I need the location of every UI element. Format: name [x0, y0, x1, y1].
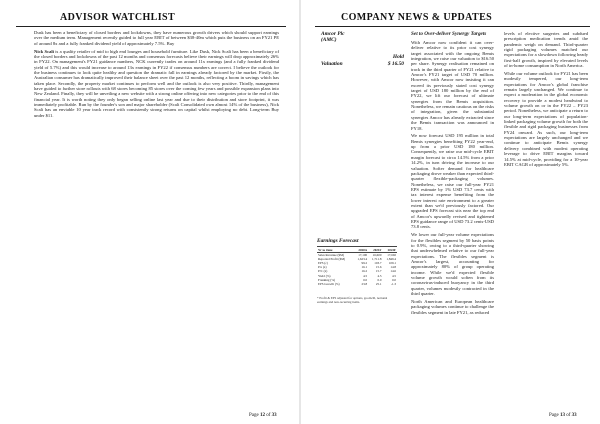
- watchlist-paragraph-nick-scali: [34, 49, 279, 118]
- nick-scali-text: is a quality retailer of mid to high end lounges and household furniture. Like Dusk, Nick Scali has been a beneficiary of the closed borders and lockdowns of the past 12 months and consensus forecasts believe their earnings will drop approximately 26% in FY22. On management's FY21 guidance numbers, NCK currently trades on around 11x earnings (and a fully franked dividend yield of 5.7%) and this would increase to around 13x earnings in FY22 if consensus numbers are correct. I believe the outlook for the business continues to look quite healthy and question the dramatic fall in earnings already factored by the market. Firstly, the Australian consumer has dramatically improved their balance sheet over the past 12 months, reflecting a boom in savings which has taken place. Secondly, the property market continues to perform well and the outlook is also very positive. Thirdly, management have guided to further store rollouts with 68 stores becoming 85 stores over the coming few years and possible expansion plans into New Zealand. Finally, they will be unveiling a new website with a strong online offering into new categories prior to the end of this financial year. It is worth noting they only began selling online last year and due to their distribution and store footprint, it was immediately profitable. Run by the founder's son and major shareholder (Scali Consolidated own almost 14% of the business), Nick Scali has an enviable 10 year track record with consistently strong returns on capital whilst employing no debt. Long-term Buy under $11.: [34, 48, 279, 118]
- watchlist-paragraph-dusk: Dusk has been a beneficiary of closed borders and lockdowns, they have numerous growth drivers which should support earnings over the medium term. Management recently guided to full year EBIT of between $38-40m which puts the business on an FY21 PE of around 8x and a fully franked dividend yield of approximately 7.5%. Buy: [34, 30, 279, 46]
- earnings-forecast-title: Earnings Forecast: [317, 238, 359, 244]
- table-cell: 0.0: [363, 277, 368, 282]
- table-cell: P/e (x): [318, 265, 327, 270]
- table-cell: 17,100: [358, 253, 368, 258]
- table-cell: 4.5: [392, 273, 396, 278]
- page-title: ADVISOR WATCHLIST: [60, 12, 176, 23]
- table-cell: EPS (c): [318, 261, 328, 266]
- table-cell: 1,711.8: [371, 257, 382, 262]
- article-paragraph: We now forecast USD 195 million in total Bemis synergies benefiting FY22 year-end, up from a prior USD 180 million. Consequently, we raise our mid-cycle EBIT margin forecast to circa 14.5% from a prior 14.2%, in turn driving the increase to our valuation. Softer demand for healthcare packaging drove weaker than expected third-quarter flexible-packaging volumes. Nonetheless, we raise our full-year FY21 EPS estimate by 1% USD 73.7 cents with tax interest expense benefiting from the lower interest rate environment to a greater extent than we'd previously factored. Our upgraded EPS forecast sits near the top end of Amcor's upwardly revised and tightened EPS guidance range of USD 73.2 cents-USD 73.8 cents.: [411, 133, 494, 230]
- table-cell: Sales Revenue ($M): [318, 253, 345, 258]
- table-cell: Franking (%): [318, 277, 336, 282]
- table-cell: 17,692: [387, 253, 396, 258]
- earnings-rule: [317, 246, 397, 247]
- left-page: [0, 0, 299, 424]
- table-body: [317, 253, 397, 286]
- column-header: 2022F: [382, 248, 397, 253]
- page-number: Page 13 of 33: [549, 413, 577, 418]
- article-paragraph: We lower our full-year volume expectations for the flexibles segment by 50 basis points to 0.9%, owing to a third-quarter showing that underwhelmed relative to our full-year expectations. The flexibles segment is Amcor's largest, accounting for approximately 80% of group operating income. While we'd expected flexible volume growth would soften from its coronavirus-induced buoyancy in the third quarter, volumes modestly contracted in the third quarter.: [411, 232, 494, 296]
- news-column-1: [411, 31, 494, 318]
- news-column-2: [504, 31, 588, 170]
- table-cell: Yield (%): [318, 273, 331, 278]
- page-title: COMPANY NEWS & UPDATES: [341, 12, 493, 23]
- company-name: Nick Scali: [34, 48, 54, 54]
- table-cell: 0.0: [377, 277, 382, 282]
- earnings-table: [317, 248, 397, 286]
- table-cell: 1,623.4: [357, 257, 368, 262]
- column-header: Yr to June: [317, 248, 354, 253]
- article-paragraph: North American and European healthcare packaging volumes continue to challenge the flexibles segment in late FY21, as reduced: [411, 298, 494, 315]
- table-row: [317, 282, 397, 286]
- table-cell: 14.6: [390, 269, 396, 274]
- column-header: 2021F: [368, 248, 382, 253]
- article-paragraph: levels of elective surgeries and subdued prescription medication trends amid the pandemic weigh on demand. Third-quarter rigid packaging volumes matched our expectations for a slowdown following heady first-half growth, inspired by elevated levels of in-home consumption in North America.: [504, 31, 588, 69]
- article-heading: Set to Over-deliver Synergy Targets: [411, 31, 487, 37]
- table-cell: Reported Profit ($M): [318, 257, 346, 262]
- company-name: Amcor Plc (AMC): [321, 31, 345, 44]
- table-cell: EPS Growth (%): [318, 281, 340, 286]
- watchlist-body: [34, 30, 279, 121]
- table-cell: 0.0: [392, 277, 396, 282]
- page-number: Page 12 of 33: [249, 413, 277, 418]
- table-cell: 14.8: [390, 265, 396, 270]
- table-cell: 4.5: [377, 273, 382, 278]
- valuation-value: $ 16.50: [387, 61, 404, 67]
- header-rule: [315, 26, 590, 27]
- table-cell: -1.3: [390, 281, 396, 286]
- table-cell: 109.1: [388, 261, 396, 266]
- table-cell: 15.7: [375, 269, 382, 274]
- header-rule: [16, 26, 286, 27]
- table-cell: 16.1: [361, 265, 368, 270]
- rating-badge: Hold: [392, 54, 404, 60]
- table-cell: 23.8: [361, 281, 368, 286]
- table-cell: 99.2: [361, 261, 368, 266]
- table-cell: P/C (x): [318, 269, 328, 274]
- valuation-label: Valuation: [321, 61, 343, 67]
- earnings-footnote: * Profit & EPS adjusted for options, goodwill, notional earnings and non-recurring items.: [317, 296, 388, 304]
- article-paragraph: With Amcor now confident it can over-deliver relative to its prior cost synergy target associated with the ongoing Bemis integration, we raise our valuation to $16.50 per share. Synergy realisation remained on track in the third quarter of FY21 relative to Amcor's FY21 target of USD 70 million. However, with Amcor now insisting it can exceed its previously stated cost synergy target of USD 180 million by the end of FY22, we lift our forecast of ultimate synergies from the Bemis acquisition. Nonetheless, we remain cautious on the risks of integration, given the substantial synergies Amcor has already extracted since the Bemis transaction was announced in FY18.: [411, 40, 494, 131]
- article-paragraph: While our volume outlook for FY21 has been modestly tempered, our long-term expectations for Amcor's global franchise remain largely unchanged. We continue to expect a moderation in the global economic recovery to provide a modest headwind to volume growth on or in the FY22 – FY23 period. Nonetheless, we anticipate a return to our long-term expectations of population-linked packaging volume growth for both the flexible and rigid packaging businesses from FY24 onward. As such, our long-term expectations are largely unchanged and we continue to anticipate Bemis synergy delivery combined with modest operating leverage to drive EBIT margins toward 14.5% at mid-cycle, providing for a 10-year EBIT CAGR of approximately 5%.: [504, 71, 588, 167]
- table-cell: 4.5: [363, 273, 368, 278]
- table-cell: 15.6: [375, 265, 382, 270]
- table-cell: 16.2: [361, 269, 368, 274]
- table-cell: 103.7: [374, 261, 382, 266]
- table-cell: 16,600: [372, 253, 382, 258]
- column-header: 2020A: [354, 248, 369, 253]
- table-cell: 25.1: [375, 281, 382, 286]
- right-page: [301, 0, 600, 424]
- table-cell: 1,849.4: [386, 257, 396, 262]
